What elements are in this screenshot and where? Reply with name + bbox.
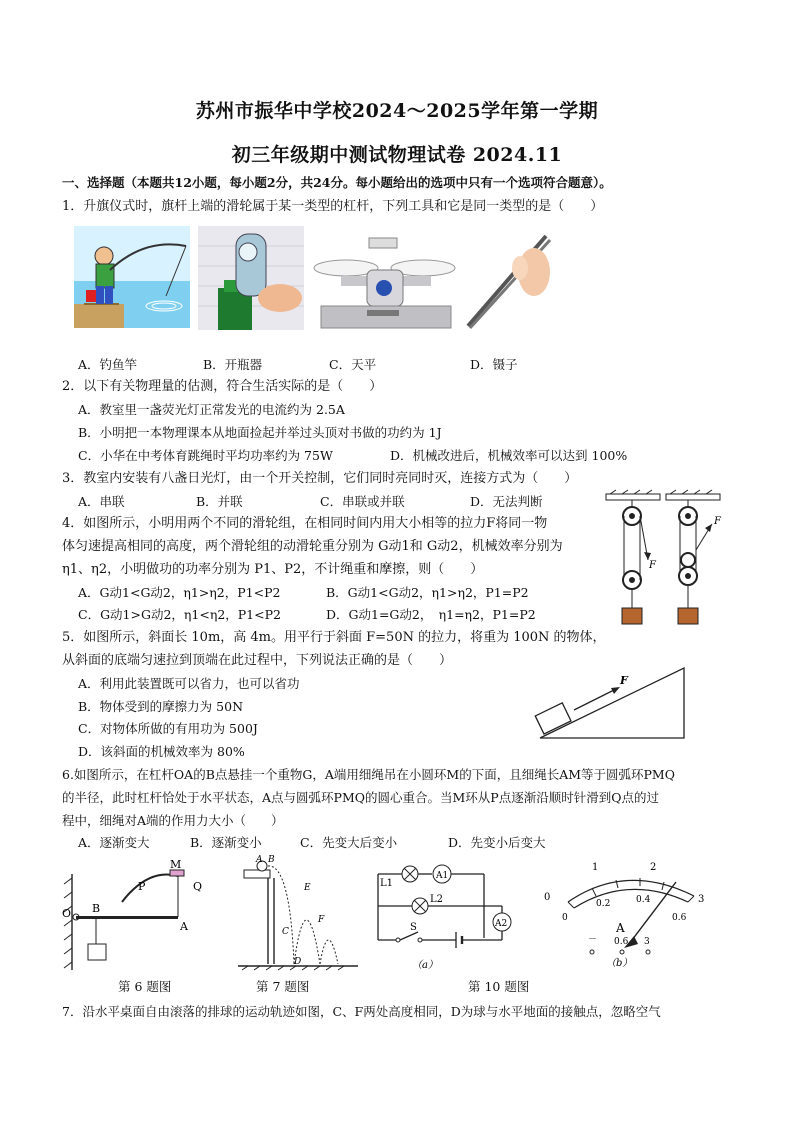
q5-option-d: D．该斜面的机械效率为 80%: [78, 744, 245, 759]
tweezers-image: [460, 230, 552, 330]
dial-terminal-3: 3: [644, 937, 650, 947]
lever-label-b: B: [92, 902, 101, 915]
dial-top-3: 3: [698, 894, 705, 905]
exam-title-paper: 初三年级期中测试物理试卷 2024.11: [231, 144, 563, 166]
q3-option-a: A．串联: [78, 494, 125, 509]
q6-stem-line1: 6.如图所示，在杠杆OA的B点悬挂一个重物G，A端用细绳吊在小圆环M的下面，且细绳长AM等于圆弧环PMQ: [62, 767, 675, 782]
q3-option-d: D．无法判断: [470, 494, 543, 509]
circuit-label-s: S: [410, 922, 417, 933]
q6-option-b: B．逐渐变小: [190, 835, 262, 850]
lever-label-a: A: [180, 920, 188, 933]
dial-bottom-02: 0.2: [596, 899, 611, 909]
q3-option-b: B．并联: [196, 494, 243, 509]
q4-option-b: B．G动1<G动2，η1>η2，P1=P2: [326, 585, 529, 600]
figure-10-caption: 第 10 题图: [468, 979, 530, 994]
q3-option-c: C．串联或并联: [320, 494, 405, 509]
q7-stem: 7．沿水平桌面自由滚落的排球的运动轨迹如图，C、F两处高度相同，D为球与水平地面的接触点，忽略空气: [62, 1004, 661, 1019]
pulley-systems-figure: [604, 490, 734, 630]
figure-7-caption: 第 7 题图: [256, 979, 310, 994]
figure-6-caption: 第 6 题图: [118, 979, 172, 994]
dial-top-0: 0: [544, 892, 551, 903]
q2-option-a: A．教室里一盏荧光灯正常发光的电流约为 2.5A: [78, 402, 345, 417]
q6-option-a: A．逐渐变大: [78, 835, 150, 850]
q5-option-a: A．利用此装置既可以省力，也可以省功: [78, 676, 300, 691]
q4-option-c: C．G动1>G动2，η1<η2，P1<P2: [78, 607, 281, 622]
q1-option-d: D．镊子: [470, 357, 518, 372]
dial-bottom-06: 0.6: [672, 913, 687, 923]
lever-label-q: Q: [192, 880, 202, 893]
lever-figure: [64, 860, 204, 970]
circuit-caption-a: （a）: [412, 960, 438, 971]
dial-terminal-06: 0.6: [614, 937, 629, 947]
q3-stem: 3．教室内安装有八盏日光灯，由一个开关控制，它们同时亮同时灭，连接方式为（ ）: [62, 471, 578, 486]
ball-trajectory-figure: [238, 856, 358, 972]
pulley-force-label-1: F: [649, 560, 656, 571]
ammeter-dial-figure: [534, 856, 714, 968]
q4-stem-line1: 4．如图所示，小明用两个不同的滑轮组，在相同时间内用大小相等的拉力F将同一物: [62, 516, 548, 531]
pulley-force-label-2: F: [714, 516, 721, 527]
circuit-label-a2: A2: [495, 919, 508, 929]
dial-top-1: 1: [592, 862, 599, 873]
q2-option-b: B．小明把一本物理课本从地面捡起并举过头顶对书做的功约为 1J: [78, 425, 442, 440]
dial-caption-b: （b）: [606, 958, 633, 969]
dial-bottom-0: 0: [562, 913, 568, 923]
q6-stem-line3: 程中，细绳对A端的作用力大小（ ）: [62, 813, 284, 828]
balance-scale-image: [311, 226, 457, 332]
q4-stem-line3: η1、η2，小明做功的功率分别为 P1、P2，不计绳重和摩擦，则（ ）: [62, 562, 484, 577]
q2-option-d: D．机械改进后，机械效率可以达到 100%: [390, 448, 628, 463]
q5-stem-line2: 从斜面的底端匀速拉到顶端在此过程中，下列说法正确的是（ ）: [62, 653, 453, 668]
q4-option-a: A．G动1<G动2，η1>η2，P1<P2: [78, 585, 281, 600]
q5-stem-line1: 5．如图所示，斜面长 10m，高 4m。用平行于斜面 F=50N 的拉力，将重为 100N 的物体，: [62, 630, 606, 645]
q1-option-c: C．天平: [329, 357, 377, 372]
circuit-label-l2: L2: [430, 894, 444, 905]
q1-option-a: A．钓鱼竿: [78, 357, 138, 372]
incline-figure: [536, 664, 688, 742]
q2-option-c: C．小华在中考体育跳绳时平均功率约为 75W: [78, 448, 333, 463]
trajectory-label-f: F: [318, 915, 325, 925]
q5-option-b: B．物体受到的摩擦力为 50N: [78, 699, 244, 714]
lever-label-p: P: [138, 880, 146, 893]
dial-bottom-04: 0.4: [636, 895, 651, 905]
trajectory-label-a: A: [256, 855, 263, 865]
trajectory-label-e: E: [304, 883, 311, 893]
fishing-rod-image: [74, 226, 190, 328]
lever-label-m: M: [170, 858, 182, 871]
bottle-opener-image: [198, 226, 304, 330]
dial-terminal-negative: －: [588, 935, 598, 945]
q2-stem: 2．以下有关物理量的估测，符合生活实际的是（ ）: [62, 379, 383, 394]
q1-option-b: B．开瓶器: [203, 357, 263, 372]
q1-stem: 1．升旗仪式时，旗杆上端的滑轮属于某一类型的杠杆，下列工具和它是同一类型的是（ ）: [62, 199, 604, 214]
q4-stem-line2: 体匀速提高相同的高度，两个滑轮组的动滑轮重分别为 G动1和 G动2，机械效率分别为: [62, 539, 563, 554]
q5-option-c: C．对物体所做的有用功为 500J: [78, 721, 258, 736]
q4-option-d: D．G动1=G动2， η1=η2，P1=P2: [326, 607, 536, 622]
exam-title-school: 苏州市振华中学校2024～2025学年第一学期: [195, 100, 599, 122]
dial-unit: A: [616, 921, 625, 935]
q6-stem-line2: 的半径，此时杠杆恰处于水平状态，A点与圆弧环PMQ的圆心重合。当M环从P点逐渐沿顺时针滑到Q点的过: [62, 790, 659, 805]
circuit-label-l1: L1: [380, 878, 394, 889]
incline-force-label: F: [620, 674, 628, 687]
trajectory-label-b: B: [268, 855, 275, 865]
circuit-figure: [372, 858, 534, 974]
circuit-label-a1: A1: [436, 871, 449, 881]
trajectory-label-c: C: [282, 927, 289, 937]
q6-option-c: C．先变大后变小: [300, 835, 398, 850]
trajectory-label-d: D: [294, 957, 302, 967]
q6-option-d: D．先变小后变大: [448, 835, 546, 850]
dial-top-2: 2: [650, 862, 657, 873]
section-heading: 一、选择题（本题共12小题，每小题2分，共24分。每小题给出的选项中只有一个选项符合题意）。: [62, 175, 612, 190]
lever-label-o: O: [62, 907, 72, 920]
